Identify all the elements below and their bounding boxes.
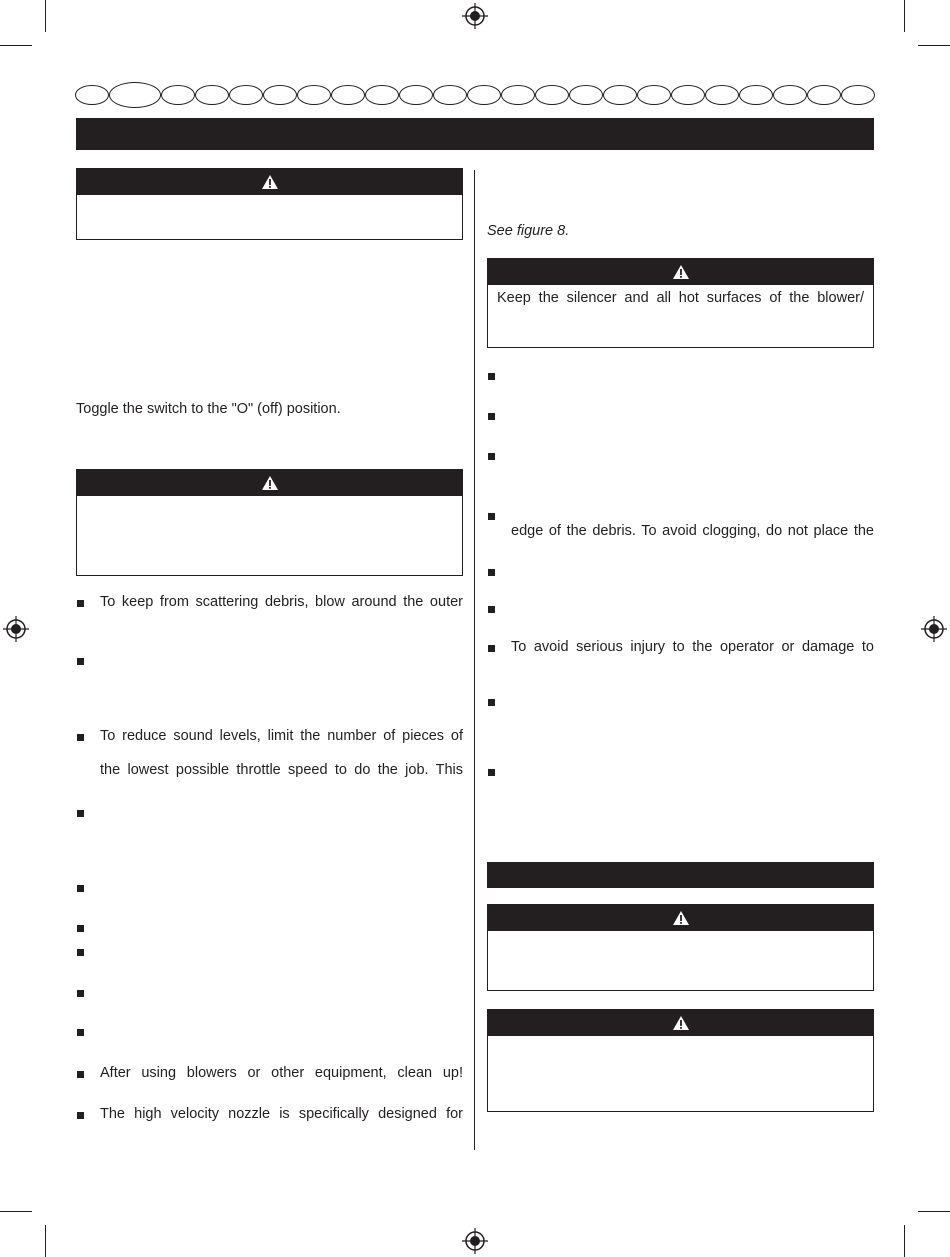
bullet-marker [488, 413, 495, 420]
warning-triangle-icon [672, 264, 690, 280]
bullet-marker [488, 373, 495, 380]
language-tab [501, 85, 535, 105]
language-tab [807, 85, 841, 105]
language-tab [365, 85, 399, 105]
warning-triangle-icon [672, 1015, 690, 1031]
bullet-text-continued: edge of the debris. To avoid clogging, do not place the [511, 523, 874, 539]
language-tab [841, 85, 875, 105]
language-tab [535, 85, 569, 105]
language-tab [399, 85, 433, 105]
language-tab [637, 85, 671, 105]
bullet-marker [77, 734, 84, 741]
registration-mark-icon [921, 616, 947, 642]
warning-header [77, 169, 462, 195]
crop-mark [904, 1225, 905, 1257]
language-tab [109, 82, 161, 108]
warning-body: Keep the silencer and all hot surfaces of the blower/ [497, 290, 864, 306]
crop-mark [0, 45, 32, 46]
crop-mark [918, 1211, 950, 1212]
warning-header [488, 905, 873, 931]
warning-box [76, 168, 463, 240]
warning-triangle-icon [261, 475, 279, 491]
bullet-text: To keep from scattering debris, blow around the outer [100, 594, 463, 610]
bullet-marker [488, 645, 495, 652]
bullet-marker [77, 885, 84, 892]
see-figure-note: See figure 8. [487, 223, 570, 239]
crop-mark [904, 0, 905, 32]
paragraph-switch-off: Toggle the switch to the "O" (off) position. [76, 401, 341, 417]
language-tab [705, 85, 739, 105]
column-divider [474, 170, 475, 1150]
warning-box [487, 1009, 874, 1112]
crop-mark [45, 1225, 46, 1257]
crop-mark [45, 0, 46, 32]
warning-header [77, 470, 462, 496]
language-tab [433, 85, 467, 105]
warning-box [487, 258, 874, 348]
bullet-marker [77, 658, 84, 665]
bullet-marker [77, 1071, 84, 1078]
registration-mark-icon [462, 3, 488, 29]
crop-mark [918, 45, 950, 46]
registration-mark-icon [3, 616, 29, 642]
registration-mark-icon [462, 1228, 488, 1254]
warning-triangle-icon [261, 174, 279, 190]
bullet-text: To reduce sound levels, limit the number of pieces of [100, 728, 463, 744]
warning-header [488, 1010, 873, 1036]
language-tab [739, 85, 773, 105]
bullet-marker [77, 1112, 84, 1119]
language-tab [773, 85, 807, 105]
section-header-bar [487, 862, 874, 888]
bullet-text: To avoid serious injury to the operator or damage to [511, 639, 874, 655]
bullet-marker [488, 453, 495, 460]
section-header-bar [76, 118, 874, 150]
bullet-marker [488, 513, 495, 520]
warning-triangle-icon [672, 910, 690, 926]
language-tab [75, 85, 109, 105]
language-tabs [75, 82, 875, 108]
language-tab [603, 85, 637, 105]
bullet-marker [77, 1029, 84, 1036]
language-tab [671, 85, 705, 105]
warning-header [488, 259, 873, 285]
language-tab [263, 85, 297, 105]
language-tab [297, 85, 331, 105]
bullet-text: The high velocity nozzle is specifically designed for [100, 1106, 463, 1122]
bullet-marker [77, 925, 84, 932]
bullet-marker [77, 990, 84, 997]
language-tab [331, 85, 365, 105]
warning-box [76, 469, 463, 576]
warning-box [487, 904, 874, 991]
language-tab [229, 85, 263, 105]
language-tab [569, 85, 603, 105]
bullet-marker [488, 569, 495, 576]
bullet-marker [77, 810, 84, 817]
bullet-marker [488, 769, 495, 776]
bullet-text: After using blowers or other equipment, clean up! [100, 1065, 463, 1081]
bullet-marker [488, 606, 495, 613]
language-tab [467, 85, 501, 105]
language-tab [195, 85, 229, 105]
language-tab [161, 85, 195, 105]
bullet-text-continued: the lowest possible throttle speed to do the job. This [100, 762, 463, 778]
bullet-marker [488, 699, 495, 706]
bullet-marker [77, 949, 84, 956]
crop-mark [0, 1211, 32, 1212]
bullet-marker [77, 600, 84, 607]
